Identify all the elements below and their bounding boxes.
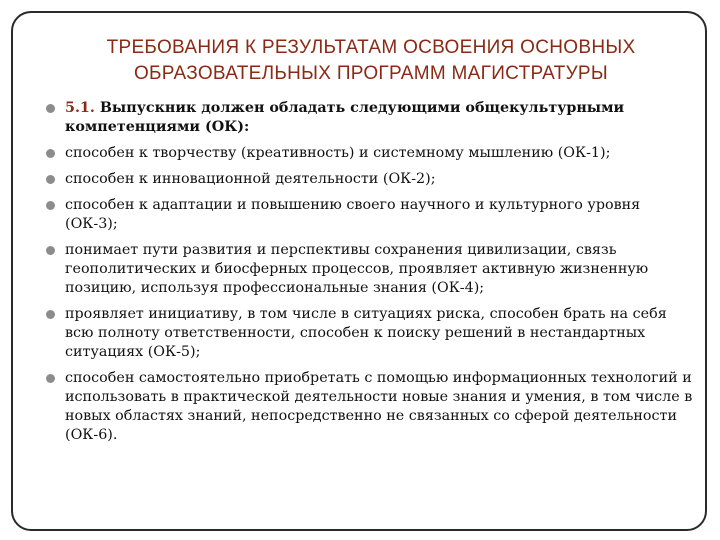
slide-frame [11, 11, 707, 531]
bullet-icon [46, 104, 55, 113]
list-item-ok-4 [35, 241, 693, 298]
competency-list [35, 99, 693, 452]
slide-title-line-1: ТРЕБОВАНИЯ К РЕЗУЛЬТАТАМ ОСВОЕНИЯ ОСНОВНЫХ [106, 37, 636, 58]
section-number: 5.1. [65, 100, 95, 116]
list-item-text: способен к творчеству (креативность) и системному мышлению (ОК-1); [65, 145, 611, 161]
list-item-text: Выпускник должен обладать следующими общекультурными компетенциями (ОК): [65, 100, 625, 135]
list-item-ok-6 [35, 369, 693, 445]
list-item-text: проявляет инициативу, в том числе в ситуациях риска, способен брать на себя всю полноту ответственности, способен к поиску решений в нестандартных ситуациях (ОК-5); [65, 306, 667, 360]
bullet-icon [46, 149, 55, 158]
bullet-icon [46, 201, 55, 210]
bullet-icon [46, 246, 55, 255]
list-item-text: способен к адаптации и повышению своего научного и культурного уровня (ОК-3); [65, 197, 641, 232]
list-item-ok-3 [35, 196, 693, 234]
list-item-text: способен самостоятельно приобретать с помощью информационных технологий и использовать в практической деятельности новые знания и умения, в том числе в новых областях знаний, непосредственно не связанных со сферой деятельности (ОК-6). [65, 370, 693, 443]
slide-title [43, 35, 699, 87]
list-item-text: понимает пути развития и перспективы сохранения цивилизации, связь геополитических и биосферных процессов, проявляет активную жизненную позицию, используя профессиональные знания (ОК-4); [65, 242, 649, 296]
list-item-ok-2 [35, 170, 693, 189]
list-item-ok-1 [35, 144, 693, 163]
bullet-icon [46, 310, 55, 319]
bullet-icon [46, 374, 55, 383]
slide-title-line-2: ОБРАЗОВАТЕЛЬНЫХ ПРОГРАММ МАГИСТРАТУРЫ [133, 63, 609, 84]
list-item-text: способен к инновационной деятельности (ОК-2); [65, 171, 436, 187]
list-item-intro [35, 99, 693, 137]
bullet-icon [46, 175, 55, 184]
list-item-ok-5 [35, 305, 693, 362]
